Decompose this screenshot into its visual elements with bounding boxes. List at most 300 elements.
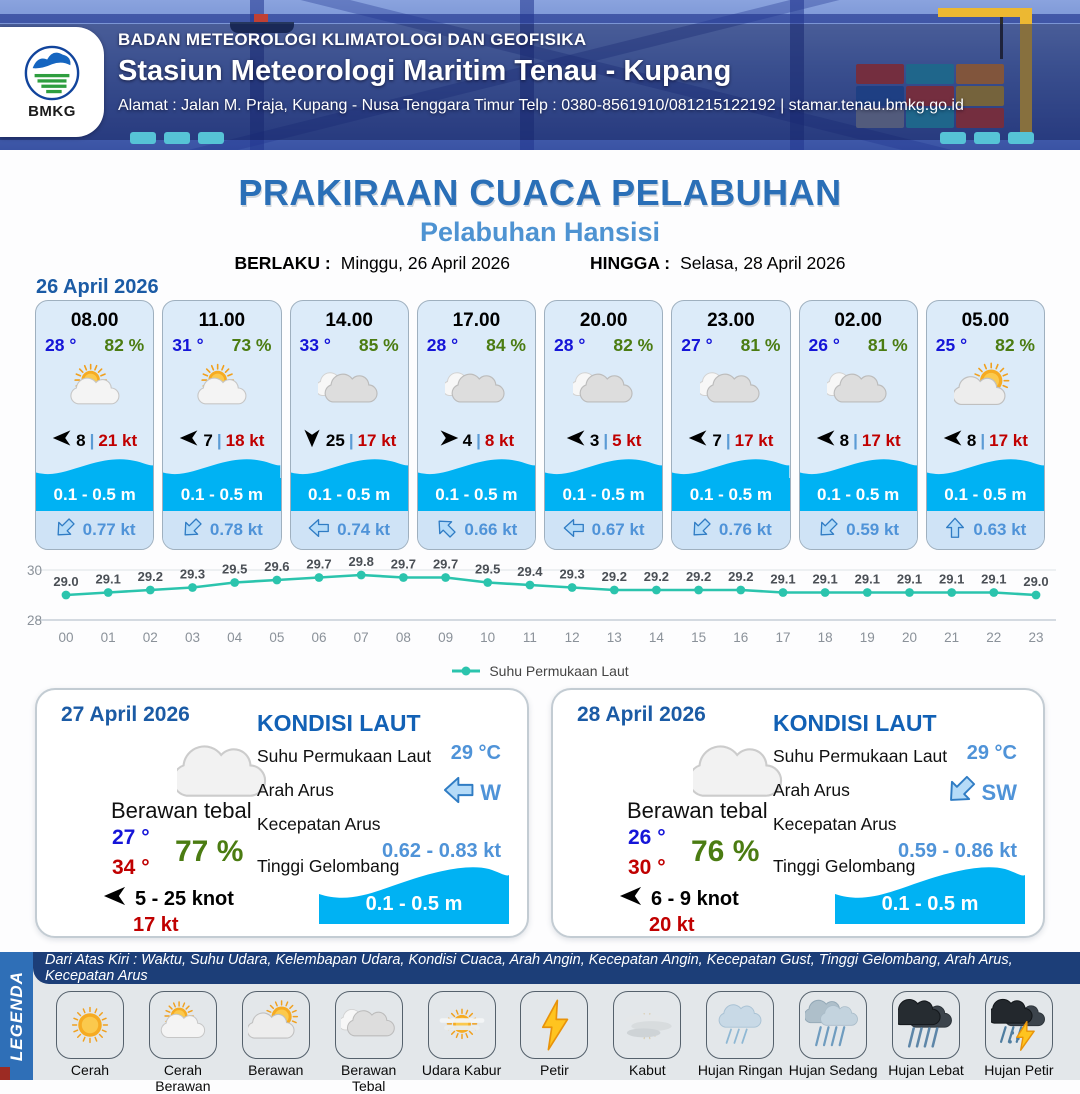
current-direction-text: SW xyxy=(981,780,1017,805)
svg-text:04: 04 xyxy=(227,630,243,645)
current-direction-arrow-icon xyxy=(443,774,475,806)
card-wave-area xyxy=(545,458,662,511)
card-temperature: 31 ° xyxy=(172,335,204,355)
card-humidity: 73 % xyxy=(231,335,272,355)
card-current-row xyxy=(291,511,408,549)
card-weather-icon xyxy=(445,359,507,423)
card-humidity: 85 % xyxy=(358,335,399,355)
panel-date: 27 April 2026 xyxy=(61,703,190,726)
card-temp-humidity-row xyxy=(418,335,535,356)
legend-icon-box xyxy=(706,991,774,1059)
card-weather-icon xyxy=(827,359,889,423)
svg-text:03: 03 xyxy=(184,630,201,645)
sst-line-chart xyxy=(8,556,1072,660)
card-time: 05.00 xyxy=(961,310,1010,331)
current-direction-arrow-icon xyxy=(308,517,330,539)
sst-value: 29 °C xyxy=(966,742,1017,764)
legend-item-label: Cerah Berawan xyxy=(155,1062,211,1094)
svg-text:19: 19 xyxy=(859,630,875,645)
card-weather-icon xyxy=(318,359,380,423)
svg-text:29.0: 29.0 xyxy=(53,574,79,589)
legend-item-label: Petir xyxy=(540,1062,569,1078)
separator: | xyxy=(725,430,731,450)
svg-text:29.2: 29.2 xyxy=(685,569,712,584)
hujan-petir-icon xyxy=(991,997,1047,1053)
svg-text:29.3: 29.3 xyxy=(559,566,585,582)
card-current-speed: 0.78 kt xyxy=(209,520,263,539)
card-time: 08.00 xyxy=(70,310,119,331)
card-wind-speed: 8 xyxy=(966,430,977,450)
card-wave-band xyxy=(291,478,408,511)
card-wind-row xyxy=(943,428,1028,453)
separator: | xyxy=(348,430,354,450)
sea-condition-panels xyxy=(35,688,1045,938)
separator: | xyxy=(980,430,986,450)
card-wave-area xyxy=(672,458,789,511)
current-arrow-slot xyxy=(690,517,712,544)
card-wind-gust: 5 kt xyxy=(612,430,642,450)
card-wind-row xyxy=(566,428,642,453)
legend-item xyxy=(324,991,414,1094)
svg-text:06: 06 xyxy=(311,630,327,645)
petir-icon xyxy=(526,997,582,1053)
legend-icon-box xyxy=(799,991,867,1059)
legend-icon-box xyxy=(985,991,1053,1059)
card-wave-band xyxy=(36,478,153,511)
svg-text:16: 16 xyxy=(733,630,749,645)
current-direction-arrow-icon xyxy=(817,517,839,539)
svg-text:22: 22 xyxy=(986,630,1002,645)
svg-text:29.7: 29.7 xyxy=(306,556,332,572)
card-temp-humidity-row xyxy=(36,335,153,356)
wave-height-value: 0.1 - 0.5 m xyxy=(365,893,463,915)
legend-item xyxy=(231,991,321,1094)
legend-item-label: Berawan Tebal xyxy=(341,1062,397,1094)
card-humidity: 84 % xyxy=(486,335,526,355)
forecast-card xyxy=(544,300,663,550)
current-direction-label: Arah Arus xyxy=(773,780,850,800)
roof-beam xyxy=(0,14,1080,23)
card-wave-band xyxy=(545,478,662,511)
legend-item xyxy=(138,991,228,1094)
card-current-speed: 0.67 kt xyxy=(591,520,645,539)
card-temperature: 28 ° xyxy=(554,335,586,355)
current-arrow-slot xyxy=(443,774,475,812)
card-wave-area xyxy=(418,458,535,511)
legend-item xyxy=(509,991,599,1094)
current-arrow-slot xyxy=(435,517,457,544)
current-arrow-slot xyxy=(945,774,977,812)
current-speed-value: 0.62 - 0.83 kt xyxy=(382,840,501,862)
forecast-card-row xyxy=(35,300,1045,550)
current-direction-arrow-icon xyxy=(945,774,977,806)
svg-text:29.3: 29.3 xyxy=(179,566,206,582)
wind-arrow-slot xyxy=(943,428,963,453)
current-arrow-slot xyxy=(817,517,839,544)
wave-icon xyxy=(927,458,1044,478)
svg-text:14: 14 xyxy=(648,630,664,645)
legend-item-label: Berawan xyxy=(248,1062,304,1078)
card-wave-band xyxy=(672,478,789,511)
panel-weather-label: Berawan tebal xyxy=(111,798,252,823)
card-time: 14.00 xyxy=(325,310,373,331)
card-current-speed: 0.63 kt xyxy=(973,520,1027,539)
card-current-row xyxy=(800,511,917,549)
panel-wind-row xyxy=(619,884,739,914)
legend-item-row xyxy=(33,984,1080,1094)
card-temp-humidity-row xyxy=(672,335,789,356)
wind-direction-arrow-icon xyxy=(943,428,963,448)
svg-text:29.7: 29.7 xyxy=(432,556,459,572)
card-temperature: 28 ° xyxy=(45,335,77,355)
wave-icon xyxy=(672,458,789,478)
legend-item xyxy=(602,991,692,1094)
hujan-ringan-icon xyxy=(712,997,768,1053)
legend-item-label: Hujan Sedang xyxy=(788,1062,878,1078)
legend-icon-box xyxy=(149,991,217,1059)
card-current-speed: 0.66 kt xyxy=(464,520,518,539)
card-wind-gust: 17 kt xyxy=(989,430,1028,450)
card-wave-value: 0.1 - 0.5 m xyxy=(944,484,1027,504)
legend-item xyxy=(417,991,507,1094)
wind-direction-arrow-icon xyxy=(566,428,586,448)
card-current-row xyxy=(672,511,789,549)
separator: | xyxy=(853,430,858,450)
berawan-tebal-icon xyxy=(445,359,507,421)
current-arrow-slot xyxy=(54,517,76,544)
card-wave-band xyxy=(163,478,280,511)
hingga-label: HINGGA : xyxy=(590,253,671,273)
card-wind-gust: 17 kt xyxy=(861,430,901,450)
forecast-card xyxy=(162,300,281,550)
svg-text:15: 15 xyxy=(691,630,707,645)
svg-text:17: 17 xyxy=(775,630,791,645)
legend-icon-box xyxy=(335,991,403,1059)
svg-text:30: 30 xyxy=(26,563,42,578)
svg-text:29.2: 29.2 xyxy=(643,569,670,584)
panel-wind-range: 5 - 25 knot xyxy=(135,887,234,910)
legend-item-label: Hujan Lebat xyxy=(888,1062,964,1078)
separator: | xyxy=(89,430,95,450)
wind-direction-arrow-icon xyxy=(179,428,199,448)
card-temperature: 33 ° xyxy=(299,335,331,355)
seat-illustration xyxy=(1008,132,1034,144)
card-wind-gust: 17 kt xyxy=(357,430,397,450)
forecast-date: 26 April 2026 xyxy=(36,276,159,298)
forecast-card xyxy=(417,300,536,550)
card-wave-band xyxy=(927,478,1044,511)
card-current-row xyxy=(545,511,662,549)
legend-sidebar xyxy=(0,952,33,1080)
current-arrow-slot xyxy=(944,517,966,544)
svg-text:13: 13 xyxy=(606,630,622,645)
separator: | xyxy=(476,430,481,450)
wind-arrow-slot xyxy=(103,884,127,914)
card-current-speed: 0.74 kt xyxy=(337,520,391,539)
panel-wind-range: 6 - 9 knot xyxy=(651,887,739,910)
kondisi-laut-title: KONDISI LAUT xyxy=(773,710,937,736)
card-wind-speed: 25 xyxy=(325,430,345,450)
card-time: 02.00 xyxy=(834,310,882,331)
panel-date: 28 April 2026 xyxy=(577,703,706,726)
forecast-card xyxy=(799,300,918,550)
card-wave-value: 0.1 - 0.5 m xyxy=(689,484,772,504)
org-name: BADAN METEOROLOGI KLIMATOLOGI DAN GEOFISIKA xyxy=(118,30,587,49)
current-arrow-slot xyxy=(181,517,203,544)
wave-icon xyxy=(800,458,917,478)
svg-text:20: 20 xyxy=(901,630,918,645)
legend-item-label: Hujan Petir xyxy=(984,1062,1054,1078)
seat-illustration xyxy=(164,132,190,144)
svg-text:12: 12 xyxy=(564,630,580,645)
wind-direction-arrow-icon xyxy=(103,884,127,908)
legend-footer xyxy=(0,952,1080,1094)
card-wind-gust: 21 kt xyxy=(98,430,138,450)
card-current-row xyxy=(927,511,1044,549)
svg-text:29.1: 29.1 xyxy=(939,571,965,587)
berawan-tebal-icon xyxy=(827,359,889,421)
current-speed-label: Kecepatan Arus xyxy=(257,814,381,834)
card-temperature: 25 ° xyxy=(935,335,968,355)
panel-temp-min: 27 ° xyxy=(112,826,150,849)
forecast-card xyxy=(926,300,1045,550)
hujan-sedang-icon xyxy=(805,997,861,1053)
card-wind-gust: 17 kt xyxy=(734,430,774,450)
current-direction-text: W xyxy=(480,780,501,805)
card-wind-speed: 8 xyxy=(839,430,850,450)
header-banner xyxy=(0,0,1080,150)
svg-text:29.1: 29.1 xyxy=(770,571,796,587)
separator: | xyxy=(216,430,222,450)
port-name: Pelabuhan Hansisi xyxy=(419,217,661,247)
panel-wind-row xyxy=(103,884,234,914)
panel-wind-gust: 20 kt xyxy=(649,914,695,936)
card-wave-value: 0.1 - 0.5 m xyxy=(435,484,518,504)
wind-direction-arrow-icon xyxy=(52,428,72,448)
panel-humidity: 76 % xyxy=(691,835,760,868)
berlaku-label: BERLAKU : xyxy=(234,253,331,273)
svg-text:29.5: 29.5 xyxy=(222,561,248,577)
panel-temp-max: 30 ° xyxy=(628,856,666,879)
bmkg-emblem-icon xyxy=(23,44,81,102)
legend-caption: Dari Atas Kiri : Waktu, Suhu Udara, Kelembapan Udara, Kondisi Cuaca, Arah Angin, Kecepatan Angin, Kecepatan Gust, Tinggi Gelombang, Arah Arus, Kecepatan Arus xyxy=(33,952,1080,984)
svg-text:29.4: 29.4 xyxy=(517,564,543,579)
legend-icon-box xyxy=(520,991,588,1059)
legend-sidebar-label: LEGENDA xyxy=(6,970,26,1062)
card-humidity: 82 % xyxy=(104,335,145,355)
berawan-icon xyxy=(248,997,304,1053)
seat-illustration xyxy=(940,132,966,144)
current-direction-value xyxy=(443,774,501,812)
legend-item-label: Udara Kabur xyxy=(421,1062,502,1078)
wind-arrow-slot xyxy=(566,428,586,453)
panel-weather-label: Berawan tebal xyxy=(627,798,768,823)
legend-icon-box xyxy=(242,991,310,1059)
cerah-berawan-icon xyxy=(155,997,211,1053)
card-wind-speed: 8 xyxy=(76,430,86,450)
legend-icon-box xyxy=(613,991,681,1059)
cerah-berawan-icon xyxy=(191,359,253,421)
wind-arrow-slot xyxy=(439,428,459,453)
svg-text:29.1: 29.1 xyxy=(854,571,880,587)
crane-illustration xyxy=(938,8,1032,17)
card-wave-area xyxy=(291,458,408,511)
card-weather-icon xyxy=(64,359,126,423)
validity-row xyxy=(0,253,1080,274)
legend-icon-box xyxy=(428,991,496,1059)
card-humidity: 81 % xyxy=(867,335,908,355)
card-wave-area xyxy=(163,458,280,511)
current-direction-label: Arah Arus xyxy=(257,780,334,800)
sst-label: Suhu Permukaan Laut xyxy=(773,746,948,766)
wave-icon xyxy=(291,458,408,478)
card-wind-row xyxy=(302,428,396,453)
card-wind-row xyxy=(816,428,901,453)
kondisi-laut-title: KONDISI LAUT xyxy=(257,710,421,736)
current-speed-label: Kecepatan Arus xyxy=(773,814,897,834)
page-title: PRAKIRAAN CUACA PELABUHAN xyxy=(238,172,842,213)
hujan-lebat-icon xyxy=(898,997,954,1053)
legend-item xyxy=(695,991,785,1094)
svg-text:01: 01 xyxy=(100,630,116,645)
card-time: 20.00 xyxy=(579,310,628,331)
forecast-card xyxy=(671,300,790,550)
seat-illustration xyxy=(130,132,156,144)
svg-text:21: 21 xyxy=(944,630,960,645)
card-wave-value: 0.1 - 0.5 m xyxy=(308,484,391,504)
panel-wind-gust: 17 kt xyxy=(133,914,179,936)
wind-arrow-slot xyxy=(816,428,836,453)
card-wind-speed: 3 xyxy=(589,430,600,450)
svg-text:29.8: 29.8 xyxy=(348,556,374,569)
card-time: 23.00 xyxy=(707,310,755,331)
svg-text:29.6: 29.6 xyxy=(264,559,290,574)
card-wave-value: 0.1 - 0.5 m xyxy=(180,484,263,504)
bmkg-logo xyxy=(0,27,104,137)
wave-icon xyxy=(36,458,153,478)
wind-direction-arrow-icon xyxy=(439,428,459,448)
wave-icon xyxy=(163,458,280,478)
svg-text:29.5: 29.5 xyxy=(475,561,501,577)
card-time: 11.00 xyxy=(198,310,246,331)
svg-text:29.1: 29.1 xyxy=(896,571,923,587)
svg-text:08: 08 xyxy=(395,630,411,645)
separator: | xyxy=(603,430,609,450)
wind-direction-arrow-icon xyxy=(816,428,836,448)
card-wave-area xyxy=(36,458,153,511)
panel-temp-max: 34 ° xyxy=(112,856,150,879)
sst-value: 29 °C xyxy=(450,742,501,764)
wind-arrow-slot xyxy=(619,884,643,914)
svg-text:29.1: 29.1 xyxy=(812,571,838,587)
berlaku-value: Minggu, 26 April 2026 xyxy=(340,253,511,273)
svg-text:29.2: 29.2 xyxy=(137,569,163,584)
wave-height-label: Tinggi Gelombang xyxy=(773,856,916,876)
svg-text:29.1: 29.1 xyxy=(95,571,121,587)
svg-text:29.1: 29.1 xyxy=(981,571,1007,587)
card-wind-row xyxy=(52,428,137,453)
sea-condition-panel xyxy=(551,688,1045,938)
svg-text:07: 07 xyxy=(353,630,369,645)
svg-text:29.2: 29.2 xyxy=(728,569,754,584)
svg-text:02: 02 xyxy=(142,630,158,645)
card-humidity: 82 % xyxy=(613,335,654,355)
card-weather-icon xyxy=(191,359,253,423)
card-wave-value: 0.1 - 0.5 m xyxy=(562,484,645,504)
chart-legend-label: Suhu Permukaan Laut xyxy=(489,663,629,679)
legend-icon-box xyxy=(56,991,124,1059)
panel-temp-min: 26 ° xyxy=(628,826,666,849)
forecast-card xyxy=(35,300,154,550)
card-wind-row xyxy=(439,428,515,453)
seat-illustration xyxy=(974,132,1000,144)
card-wind-speed: 4 xyxy=(462,430,473,450)
card-temp-humidity-row xyxy=(163,335,280,356)
berawan-tebal-icon xyxy=(700,359,762,421)
svg-text:10: 10 xyxy=(480,630,496,645)
card-time: 17.00 xyxy=(452,310,501,331)
card-current-speed: 0.59 kt xyxy=(846,520,900,539)
card-wind-speed: 7 xyxy=(203,430,213,450)
legend-icon-box xyxy=(892,991,960,1059)
wind-direction-arrow-icon xyxy=(688,428,708,448)
current-direction-arrow-icon xyxy=(944,517,966,539)
wave-icon xyxy=(418,458,535,478)
svg-text:29.7: 29.7 xyxy=(390,556,417,572)
card-current-speed: 0.76 kt xyxy=(718,520,772,539)
bmkg-logo-text: BMKG xyxy=(28,103,76,120)
udara-kabur-icon xyxy=(434,997,490,1053)
legend-item-label: Hujan Ringan xyxy=(697,1062,783,1078)
station-address: Alamat : Jalan M. Praja, Kupang - Nusa Tenggara Timur Telp : 0380-8561910/081215122192 | stamar.tenau.bmkg.go.id xyxy=(118,97,964,114)
current-direction-value xyxy=(945,774,1017,812)
kabut-icon xyxy=(619,997,675,1053)
card-weather-icon xyxy=(573,359,635,423)
wave-height-box xyxy=(835,862,1025,924)
card-weather-icon xyxy=(954,359,1016,423)
current-speed-value: 0.59 - 0.86 kt xyxy=(898,840,1017,862)
card-current-row xyxy=(418,511,535,549)
berawan-tebal-icon xyxy=(318,359,380,421)
card-humidity: 82 % xyxy=(995,335,1035,355)
cerah-icon xyxy=(62,997,118,1053)
chart-legend xyxy=(0,663,1080,679)
svg-text:23: 23 xyxy=(1028,630,1044,645)
legend-item xyxy=(45,991,135,1094)
wave-height-box xyxy=(319,862,509,924)
sst-label: Suhu Permukaan Laut xyxy=(257,746,432,766)
current-arrow-slot xyxy=(563,517,585,544)
card-wind-gust: 18 kt xyxy=(225,430,265,450)
legend-item xyxy=(974,991,1064,1094)
wind-arrow-slot xyxy=(302,428,322,453)
current-arrow-slot xyxy=(308,517,330,544)
svg-text:28: 28 xyxy=(26,613,42,628)
wind-arrow-slot xyxy=(688,428,708,453)
legend-item xyxy=(788,991,878,1094)
card-wind-row xyxy=(688,428,773,453)
card-temperature: 28 ° xyxy=(426,335,459,355)
card-current-row xyxy=(36,511,153,549)
card-wind-row xyxy=(179,428,264,453)
card-temperature: 27 ° xyxy=(681,335,713,355)
card-temp-humidity-row xyxy=(800,335,917,356)
current-direction-arrow-icon xyxy=(54,517,76,539)
wave-icon xyxy=(545,458,662,478)
hingga-value: Selasa, 28 April 2026 xyxy=(680,253,846,273)
card-temp-humidity-row xyxy=(291,335,408,356)
svg-text:00: 00 xyxy=(58,630,74,645)
